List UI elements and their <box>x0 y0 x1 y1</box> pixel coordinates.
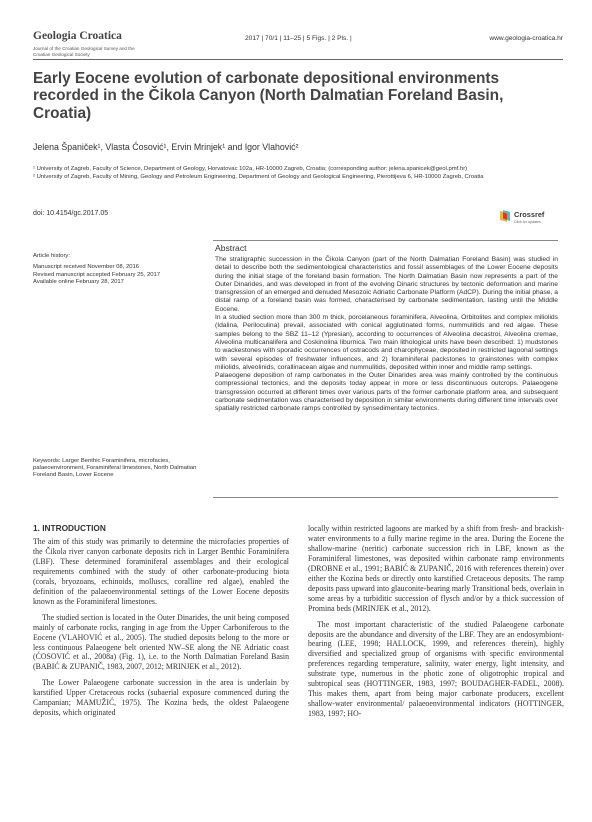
body-paragraph: The Lower Palaeogene carbonate succession in the area is underlain by karstified Upper Cretaceous rocks (subaerial exposure commenced during the Campanian; MAMUŽIĆ, 1975). The Kozina beds, the oldest Palaeogene deposits, which originated <box>33 678 289 718</box>
crossref-icon <box>498 209 512 223</box>
crossref-label: Crossref <box>514 210 545 219</box>
doi[interactable]: doi: 10.4154/gc.2017.05 <box>33 210 109 217</box>
keywords <box>33 458 203 480</box>
affiliation-1: ¹ University of Zagreb, Faculty of Science, Department of Geology, Horvatovac 102a, HR-10000 Zagreb, Croatia; (corresponding author: jelena.spanicek@geol.pmf.hr) <box>33 166 468 172</box>
history-label: Article history: <box>33 253 70 259</box>
keywords-text: Larger Benthic Foraminifera, microfacies, palaeoenvironment, Foraminiferal limestones, North Dalmatian Foreland Basin, Lower Eocene <box>33 458 197 479</box>
affiliations <box>33 166 553 181</box>
abstract-bottom-rule <box>213 497 558 498</box>
keywords-label: Keywords: <box>33 458 61 464</box>
header-divider <box>33 59 563 60</box>
journal-name: Geologia Croatica <box>33 30 122 42</box>
article-history <box>33 253 203 286</box>
abstract-top-rule <box>213 240 558 241</box>
crossref-sublabel: Click for updates <box>514 220 541 224</box>
body-paragraph: The most important characteristic of the studied Palaeogene carbonate deposits are the abundance and diversity of the LBF. They are an endosymbiont-bearing (LEE, 1998; HALLOCK, 1999, and references therein), highly diversified and specialized group of organisms with specific environmental preferences regarding temperature, salinity, water energy, light intensity, and substrate type, numerous in the photic zone of oligotrophic tropical and subtropical seas (HOTTINGER, 1983, 1997; BOUDAGHER-FADEL, 2008). This makes them, apart from being major carbonate producers, excellent shallow-water environmental/ palaeoenvironmental indicators (HOTTINGER, 1983, 1997; HO- <box>308 619 564 719</box>
body-column-right <box>308 524 564 725</box>
section-heading-introduction: 1. INTRODUCTION <box>33 523 106 533</box>
abstract-heading: Abstract <box>215 243 247 253</box>
body-paragraph: The aim of this study was primarily to determine the microfacies properties of the Čikola river canyon carbonate deposits rich in Larger Benthic Foraminifera (LBF). These determined foraminiferal assemblages and their ecological requirements combined with the study of other carbonate-producing biota (corals, bryozoans, echinoids, molluscs, coralline red algae), enabled the definition of the palaeoenvironmental settings of the Lower Eocene deposits known as the Foraminiferal limestones. <box>33 537 289 606</box>
history-accepted: Revised manuscript accepted February 25, 2017 <box>33 271 161 278</box>
abstract-body <box>215 256 558 414</box>
abstract-paragraph: In a studied section more than 300 m thick, porcelaneous foraminifera, Alveolina, Orbitolites and complex miliolids (Idalina, Periloculina) prevail, associated with conical agglutinated forms, nummulitids and red algae. These samples belong to the SBZ 11–12 (Ypresian), according to occurrences of Alveolina decastroi, Alveolina cremae, Alveolina multicanalifera and Coskinolina liburnica. Two main lithological units have been described: 1) mudstones to wackestones with sporadic occurrences of ostracods and charophyceae, deposited in restricted lagoonal settings with several episodes of freshwater influences, and 2) foraminiferal packstones to grainstones with complex miliolids, alveolinids, corallinacean algae and nummulitids, deposited within inner and middle ramp settings. <box>215 314 558 371</box>
body-paragraph: The studied section is located in the Outer Dinarides, the unit being composed mainly of carbonate rocks, ranging in age from the Upper Carboniferous to the Eocene (VLAHOVIĆ et al., 2005). The studied deposits belong to the more or less continuous Palaeogene belt oriented NW–SE along the NE Adriatic coast (ĆOSOVIĆ et al., 2008a) (Fig. 1), i.e. to the North Dalmatian Foreland Basin (BABIĆ & ZUPANIČ, 1983, 2007, 2012; MRINJEK et al., 2012). <box>33 612 289 672</box>
journal-website: www.geologia-croatica.hr <box>489 35 563 42</box>
abstract-paragraph: The stratigraphic succession in the Čikola Canyon (part of the North Dalmatian Foreland Basin) was studied in detail to describe both the sedimentological characteristics and fossil assemblages of the Lower Eocene deposits during the initial stage of the foreland basin formation. The North Dalmatian Basin now represents a part of the Outer Dinarides, and was developed in front of the evolving Dinaric structures by tectonic deformation and marine transgression of an emerged and denuded Mesozoic Adriatic Carbonate Platform (AdCP). During the initial phase, a distal ramp of a foreland basin was formed, characterised by carbonate sedimentation, lasting until the Middle Eocene. <box>215 256 558 313</box>
history-received: Manuscript received November 08, 2016 <box>33 264 140 271</box>
running-header <box>33 30 563 60</box>
history-online: Available online February 28, 2017 <box>33 278 124 285</box>
journal-subtitle: Journal of the Croatian Geological Survey and the Croatian Geological Society <box>33 46 135 57</box>
abstract-paragraph: Palaeogene deposition of ramp carbonates in the Outer Dinarides area was mainly controlled by the continuous compressional tectonics, and the deposits today appear in more or less discontinuous outcrops. Palaeogene transgression occurred at different times over various parts of the former carbonate platform area, and subsequent carbonate sedimentation was characterised by deposition in similar environments during different time intervals over spatially restricted carbonate ramps controlled by synsedimentary tectonics. <box>215 372 558 413</box>
author-list: Jelena Španiček¹, Vlasta Ćosović¹, Ervin Mrinjek¹ and Igor Vlahović² <box>33 142 299 152</box>
issue-info: 2017 | 70/1 | 11–25 | 5 Figs. | 2 Pls. | <box>245 35 352 42</box>
crossref-badge[interactable] <box>498 207 556 231</box>
body-paragraph: locally within restricted lagoons are marked by a shift from fresh- and brackish-water environments to a fully marine regime in the area. During the Eocene the shallow-marine (neritic) carbonate succession rich in LBF, known as the Foraminiferal limestones, was deposited within carbonate ramp environments (DROBNE et al., 1991; BABIĆ & ZUPANIČ, 2016 with references therein) over either the Kozina beds or directly onto karstified Cretaceous deposits. The ramp deposits pass upward into glauconite-bearing marly Transitional beds, overlain in some areas by a turbiditic succession of flysch and/or by a thick succession of Promina beds (MRINJEK et al., 2012). <box>308 524 564 613</box>
article-title: Early Eocene evolution of carbonate depositional environments recorded in the Čikola Canyon (North Dalmatian Foreland Basin, Croatia) <box>33 70 504 122</box>
affiliation-2: ² University of Zagreb, Faculty of Mining, Geology and Petroleum Engineering, Department of Geology and Geological Engineering, Pierottijeva 6, HR-10000 Zagreb, Croatia <box>33 173 484 180</box>
body-column-left <box>33 537 289 724</box>
